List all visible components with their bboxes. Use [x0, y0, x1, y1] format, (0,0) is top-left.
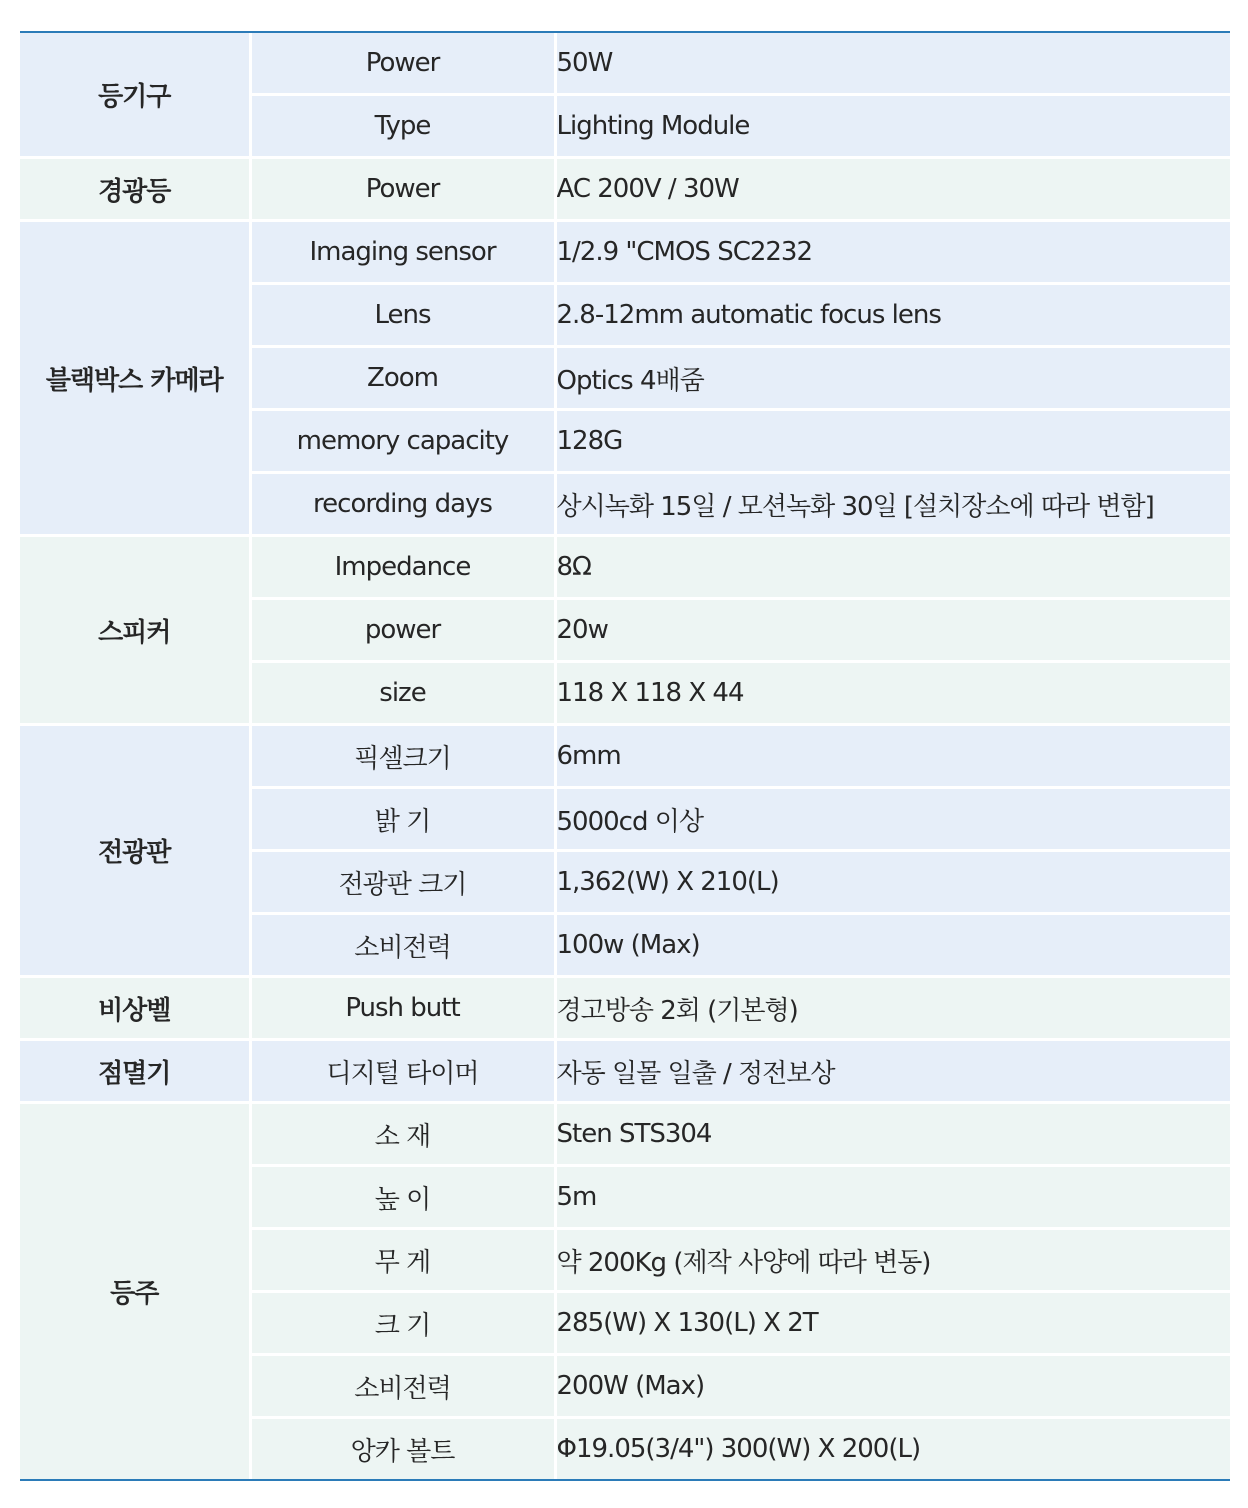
- spec-label-cell: recording days: [250, 473, 555, 536]
- spec-label-cell: Power: [250, 33, 555, 95]
- spec-label-cell: memory capacity: [250, 410, 555, 473]
- spec-label-cell: Zoom: [250, 347, 555, 410]
- spec-value-cell: 1,362(W) X 210(L): [555, 851, 1230, 914]
- spec-value-cell: Φ19.05(3/4") 300(W) X 200(L): [555, 1418, 1230, 1480]
- spec-value-cell: 5m: [555, 1166, 1230, 1229]
- spec-value-cell: 자동 일몰 일출 / 정전보상: [555, 1040, 1230, 1103]
- spec-value-cell: 8Ω: [555, 536, 1230, 599]
- spec-label-cell: 크 기: [250, 1292, 555, 1355]
- spec-value-cell: Optics 4배줌: [555, 347, 1230, 410]
- spec-label-cell: 소 재: [250, 1103, 555, 1166]
- category-cell: 등주: [20, 1103, 250, 1480]
- spec-value-cell: 20w: [555, 599, 1230, 662]
- spec-label-cell: 밝 기: [250, 788, 555, 851]
- spec-label-cell: 높 이: [250, 1166, 555, 1229]
- spec-value-cell: 50W: [555, 33, 1230, 95]
- table-row: [20, 158, 1230, 221]
- table-row: [20, 1040, 1230, 1103]
- spec-value-cell: 2.8-12mm automatic focus lens: [555, 284, 1230, 347]
- spec-label-cell: 소비전력: [250, 914, 555, 977]
- spec-value-cell: 1/2.9 "CMOS SC2232: [555, 221, 1230, 284]
- spec-value-cell: 6mm: [555, 725, 1230, 788]
- spec-label-cell: 소비전력: [250, 1355, 555, 1418]
- table-row: [20, 725, 1230, 788]
- spec-value-cell: Sten STS304: [555, 1103, 1230, 1166]
- spec-value-cell: 상시녹화 15일 / 모션녹화 30일 [설치장소에 따라 변함]: [555, 473, 1230, 536]
- spec-label-cell: Imaging sensor: [250, 221, 555, 284]
- spec-value-cell: 118 X 118 X 44: [555, 662, 1230, 725]
- table-row: [20, 536, 1230, 599]
- spec-value-cell: 약 200Kg (제작 사양에 따라 변동): [555, 1229, 1230, 1292]
- table-row: [20, 33, 1230, 95]
- spec-value-cell: 285(W) X 130(L) X 2T: [555, 1292, 1230, 1355]
- spec-label-cell: 디지털 타이머: [250, 1040, 555, 1103]
- spec-label-cell: Power: [250, 158, 555, 221]
- category-cell: 경광등: [20, 158, 250, 221]
- spec-label-cell: size: [250, 662, 555, 725]
- spec-label-cell: 무 게: [250, 1229, 555, 1292]
- spec-value-cell: AC 200V / 30W: [555, 158, 1230, 221]
- spec-label-cell: 앙카 볼트: [250, 1418, 555, 1480]
- spec-value-cell: 경고방송 2회 (기본형): [555, 977, 1230, 1040]
- category-cell: 점멸기: [20, 1040, 250, 1103]
- category-cell: 블랙박스 카메라: [20, 221, 250, 536]
- spec-value-cell: 128G: [555, 410, 1230, 473]
- spec-value-cell: 5000cd 이상: [555, 788, 1230, 851]
- category-cell: 비상벨: [20, 977, 250, 1040]
- spec-table: [20, 33, 1230, 1479]
- spec-label-cell: Type: [250, 95, 555, 158]
- spec-value-cell: 100w (Max): [555, 914, 1230, 977]
- table-row: [20, 1103, 1230, 1166]
- spec-label-cell: 픽셀크기: [250, 725, 555, 788]
- spec-label-cell: 전광판 크기: [250, 851, 555, 914]
- spec-label-cell: Lens: [250, 284, 555, 347]
- spec-label-cell: Impedance: [250, 536, 555, 599]
- table-row: [20, 221, 1230, 284]
- category-cell: 등기구: [20, 33, 250, 158]
- table-row: [20, 977, 1230, 1040]
- spec-table-body: [20, 33, 1230, 1479]
- spec-table-container: [20, 31, 1230, 1481]
- spec-value-cell: Lighting Module: [555, 95, 1230, 158]
- category-cell: 스피커: [20, 536, 250, 725]
- spec-value-cell: 200W (Max): [555, 1355, 1230, 1418]
- category-cell: 전광판: [20, 725, 250, 977]
- spec-label-cell: power: [250, 599, 555, 662]
- spec-label-cell: Push butt: [250, 977, 555, 1040]
